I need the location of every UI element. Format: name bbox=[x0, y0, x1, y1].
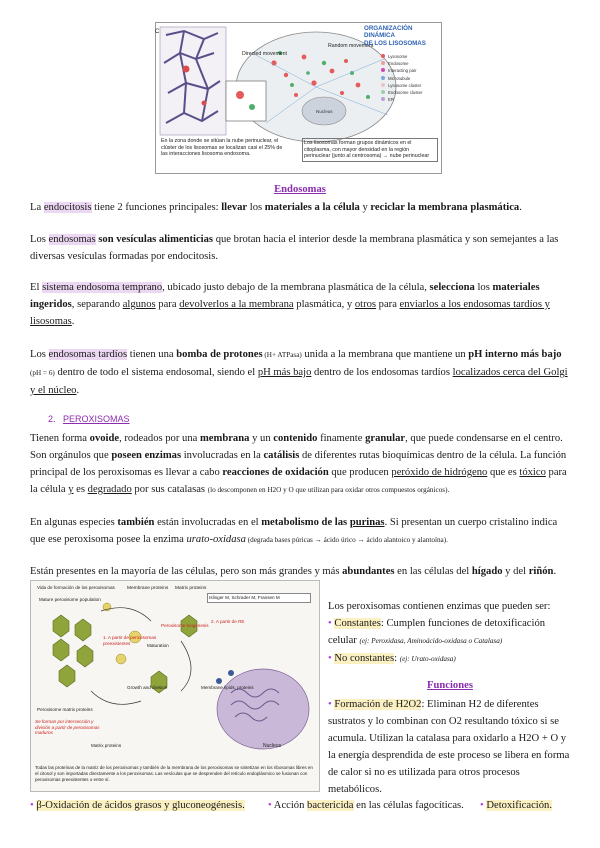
text-run: reacciones de oxidación bbox=[222, 467, 329, 478]
text-run: de diferentes rutas bioquímicas dentro de la célula. La función principal de los peroxisomas es llevar a cabo bbox=[30, 450, 567, 478]
text-run: metabolismo de las bbox=[261, 517, 350, 528]
text-run: poseen enzimas bbox=[111, 450, 182, 461]
figure1-caption-right: Los lisosomas forman grupos dinámicos en el citoplasma, con mayor densidad en la región perinuclear (junto al centrosoma) → nube perinuclear bbox=[302, 138, 438, 162]
text-run: . bbox=[519, 202, 522, 213]
fig2-overlay-2: 2. A partir de RE bbox=[211, 619, 245, 624]
text-run: contenido bbox=[273, 433, 318, 444]
text-run: pH más bajo bbox=[257, 367, 312, 378]
text-run: que es bbox=[487, 467, 520, 478]
text-run: finamente bbox=[317, 433, 366, 444]
text-run: Están presentes en la mayoría de las células, pero son más grandes y más bbox=[30, 566, 343, 577]
endosomas-p3 bbox=[30, 279, 570, 330]
text-run: pH interno más bajo bbox=[468, 349, 562, 360]
text-run: abundantes bbox=[342, 566, 395, 577]
legend-swatch-icon bbox=[381, 97, 385, 101]
text-run: riñón bbox=[528, 566, 554, 577]
enzymes-constantes: • Constantes: Cumplen funciones de detoxificación celular (ej: Peroxidasa, Aminoácido-oxidasa o Catalasa) bbox=[328, 618, 546, 646]
fig2-label-membrane: Membrane proteins bbox=[127, 586, 169, 591]
text-run: granular bbox=[365, 433, 406, 444]
legend-item: Interacting pair bbox=[381, 67, 439, 74]
text-run: selecciona bbox=[429, 282, 475, 293]
text-run: para bbox=[376, 299, 400, 310]
fig2-label-matrix: Matrix proteins bbox=[175, 586, 207, 591]
legend-item: Endosome cluster bbox=[381, 89, 439, 96]
endosomas-p1 bbox=[30, 199, 570, 216]
text-run: Los bbox=[30, 349, 49, 360]
fig2-reference: Islinger M, Schrader M, Fransen M bbox=[207, 593, 311, 603]
bullet-icon: • bbox=[30, 800, 34, 811]
text-run: membrana bbox=[199, 433, 250, 444]
text-run: los bbox=[474, 282, 493, 293]
text-run: . bbox=[71, 316, 75, 327]
text-run: devolverlos a la membrana bbox=[179, 299, 294, 310]
legend-swatch-icon bbox=[381, 90, 385, 94]
figure1-caption-left: En la zona donde se sitúan la nube perinuclear, el clúster de los lisosomas se localizan casi el 25% de las interacciones lisosoma endosoma. bbox=[161, 138, 283, 158]
fig2-label-matrix-2: Matrix proteins bbox=[91, 743, 122, 748]
text-run: otros bbox=[354, 299, 377, 310]
text-run: , rodeados por una bbox=[119, 433, 200, 444]
peroxisomas-p3 bbox=[30, 563, 570, 580]
bottom-bullet-1: • β-Oxidación de ácidos grasos y gluconeogénesis. bbox=[30, 800, 245, 811]
funciones-heading: Funciones bbox=[427, 680, 473, 691]
figure-lysosome-organization bbox=[155, 22, 442, 174]
text-run: ovoide bbox=[89, 433, 120, 444]
text-run: están involucradas en el bbox=[154, 517, 262, 528]
text-run: La bbox=[30, 202, 44, 213]
peroxisomas-p1 bbox=[30, 430, 570, 499]
text-run: dentro de los endosomas tardíos bbox=[311, 367, 453, 378]
fig2-overlay-3: Se forman por intersección y división a partir de peroxisomas maduros bbox=[35, 719, 100, 736]
text-run: por sus catalasas bbox=[131, 484, 208, 495]
fig2-overlay-1: 1. A partir de peroxisomas preexistentes bbox=[103, 635, 157, 646]
text-run: . bbox=[76, 385, 80, 396]
text-run: , separando bbox=[71, 299, 123, 310]
figure1-title: ORGANIZACIÓN DINÁMICA DE LOS LISOSOMAS bbox=[364, 25, 426, 47]
endosomas-p4 bbox=[30, 346, 570, 399]
text-run: El bbox=[30, 282, 43, 293]
text-run: enviarlos a los endosomas tardíos y lisosomas bbox=[30, 299, 550, 327]
legend-item: Lysosome cluster bbox=[381, 82, 439, 89]
text-run: en las células del bbox=[394, 566, 472, 577]
text-run: también bbox=[117, 517, 155, 528]
peroxisomas-p2 bbox=[30, 514, 570, 549]
funcion-h2o2: • Formación de H2O2: Eliminan H2 de diferentes sustratos y lo combinan con O2 resultando tóxico si se acumula. Utilizan la catalasa para oxidarlo a H2O + O y la energía desprendida de este proceso se libera en forma de calor si no es utilizada para otros procesos metabólicos. bbox=[328, 699, 570, 795]
text-run: y del bbox=[502, 566, 529, 577]
text-run: Tienen forma bbox=[30, 433, 90, 444]
text-run: peróxido de hidrógeno bbox=[391, 467, 488, 478]
text-run: En algunas especies bbox=[30, 517, 118, 528]
bottom-bullet-2: • Acción bactericida en las células fagocíticas. bbox=[268, 800, 464, 811]
nucleus-label: Nucleus bbox=[316, 109, 333, 114]
figure-letter: C bbox=[155, 29, 160, 35]
text-run: son vesículas alimenticias bbox=[98, 234, 214, 245]
legend-item: Microtubule bbox=[381, 75, 439, 82]
legend-swatch-icon bbox=[381, 68, 385, 72]
text-run: dentro de todo el sistema endosomal, siendo el bbox=[54, 367, 258, 378]
text-run: . bbox=[553, 566, 557, 577]
text-run: . Si presentan un cuerpo cristalino indica que ese peroxisoma posee la enzima bbox=[30, 517, 558, 545]
fig2-label-nucleus: Nucleus bbox=[263, 743, 282, 749]
text-run: plasmática, y bbox=[293, 299, 355, 310]
text-run: y un bbox=[249, 433, 274, 444]
random-movement-label: Random movement bbox=[328, 43, 374, 49]
text-run: purinas bbox=[349, 517, 385, 528]
text-run: unida a la membrana que mantiene un bbox=[301, 349, 469, 360]
text-run: materiales a la célula bbox=[264, 202, 360, 213]
figure1-legend bbox=[381, 53, 439, 103]
peroxisome-enzymes-list bbox=[328, 598, 572, 668]
legend-item: Endosome bbox=[381, 60, 439, 67]
bullet-icon: • bbox=[328, 618, 332, 629]
text-run: , que puede condensarse en el centro. Son orgánulos que bbox=[30, 433, 563, 461]
bullet-icon: • bbox=[268, 800, 272, 811]
text-run: es bbox=[73, 484, 88, 495]
text-run: que producen bbox=[328, 467, 392, 478]
bullet-icon: • bbox=[328, 653, 332, 664]
text-run: (lo descomponen en H2O y O que utilizan para oxidar otros compuestos orgánicos). bbox=[207, 486, 450, 494]
text-run: urato-oxidasa bbox=[186, 534, 246, 545]
text-run: endosomas bbox=[48, 234, 96, 245]
bullet-icon: • bbox=[480, 800, 484, 811]
bottom-bullet-3: • Detoxificación. bbox=[480, 800, 552, 811]
bullet-icon: • bbox=[328, 699, 332, 710]
text-run: bomba de protones bbox=[176, 349, 263, 360]
legend-swatch-icon bbox=[381, 61, 385, 65]
text-run: Los bbox=[30, 234, 49, 245]
fig2-label-mature: Mature peroxisome population bbox=[39, 597, 101, 602]
text-run: (H+ ATPasa) bbox=[262, 351, 302, 359]
text-run: involucradas en la bbox=[181, 450, 264, 461]
figure-peroxisome-biogenesis bbox=[30, 580, 320, 792]
text-run: tiene 2 funciones principales: bbox=[91, 202, 222, 213]
fig2-label-biogenesis: Peroxisome biogenesis bbox=[161, 623, 209, 628]
text-run: endosomas tardíos bbox=[48, 349, 128, 360]
text-run: , ubicado justo debajo de la membrana plasmática de la célula, bbox=[162, 282, 430, 293]
text-run: para la célula bbox=[30, 467, 567, 495]
text-run: endocitosis bbox=[43, 202, 92, 213]
text-run: tóxico bbox=[519, 467, 546, 478]
fig2-caption: Todas las proteínas de la matriz de los peroxisomas y también de la membrana de los peroxisomas se sintetizan en los ribosomas libres en el citosol y son importadas directamente a los peroxisomas. Las vesículas que se desprenden del retículo endoplásmico se fusionan con peroxisomas preexistentes o entre sí. bbox=[35, 765, 313, 782]
text-run: degradado bbox=[87, 484, 132, 495]
text-run: para bbox=[155, 299, 180, 310]
enzymes-intro: Los peroxisomas contienen enzimas que pueden ser: bbox=[328, 601, 551, 612]
peroxisomas-heading: 2. PEROXISOMAS bbox=[48, 414, 130, 424]
fig2-label-matrix-proteins: Peroxisome matrix proteins bbox=[37, 707, 93, 712]
text-run: que brotan hacia el interior desde la membrana plasmática y son semejantes a las diversas vesículas formadas por endocitosis. bbox=[30, 234, 559, 262]
text-run: tienen una bbox=[127, 349, 177, 360]
enzymes-no-constantes: • No constantes: (ej: Urato-oxidasa) bbox=[328, 653, 456, 664]
legend-item: ER bbox=[381, 96, 439, 103]
directed-movement-label: Directed movement bbox=[242, 51, 287, 57]
text-run: (degrada bases púricas → ácido úrico → ácido alantoico y alantoína). bbox=[245, 536, 448, 544]
endosomas-heading: Endosomas bbox=[274, 184, 326, 195]
text-run: catálisis bbox=[263, 450, 300, 461]
legend-swatch-icon bbox=[381, 76, 385, 80]
text-run: llevar bbox=[221, 202, 248, 213]
text-run: materiales ingeridos bbox=[30, 282, 540, 310]
text-run: sistema endosoma temprano bbox=[42, 282, 163, 293]
text-run: hígado bbox=[471, 566, 503, 577]
legend-item: Lysosome bbox=[381, 53, 439, 60]
text-run: (pH = 6) bbox=[30, 369, 55, 377]
fig2-label-maturation: Maturation bbox=[147, 643, 169, 648]
text-run: y bbox=[359, 202, 371, 213]
fig2-label-growth: Growth and division bbox=[127, 685, 168, 690]
endosomas-p2 bbox=[30, 231, 570, 265]
text-run: los bbox=[247, 202, 265, 213]
text-run: y bbox=[68, 484, 74, 495]
legend-swatch-icon bbox=[381, 54, 385, 58]
text-run: localizados cerca del Golgi y el núcleo bbox=[30, 367, 568, 396]
fig2-box-title: Vida de formación de los peroxisomas bbox=[37, 585, 115, 590]
fig2-label-lipids: Membrane lipids, proteins bbox=[201, 685, 254, 690]
text-run: reciclar la membrana plasmática bbox=[370, 202, 520, 213]
text-run: algunos bbox=[122, 299, 156, 310]
legend-swatch-icon bbox=[381, 83, 385, 87]
